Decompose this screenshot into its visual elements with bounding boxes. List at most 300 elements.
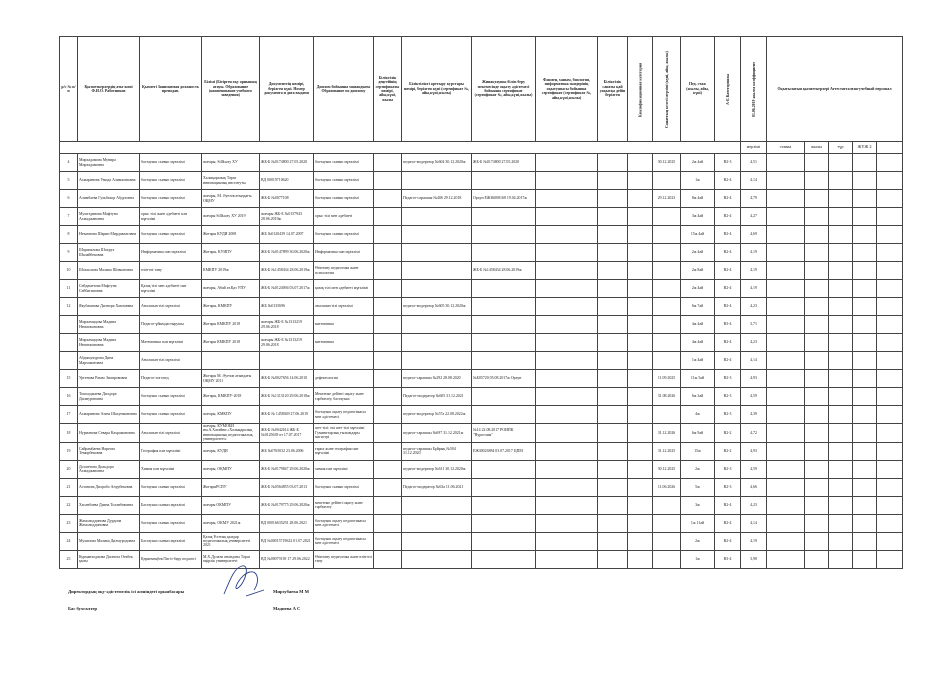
cell-cat: В2-4 [715, 262, 741, 280]
cell-empty [829, 172, 853, 190]
cell-empty [805, 280, 829, 298]
cell-empty [877, 190, 903, 208]
cell-doc: ЖБ-Б № 1458049 27.06.2019 [260, 406, 314, 424]
cell-dip: орыс тілі мен әдебиеті [314, 208, 374, 226]
cell-doc: жоғары ЖБ-Б №0157943 28.06.2019ж [260, 208, 314, 226]
cell-empty [374, 298, 402, 316]
cell-edu [202, 352, 260, 370]
cell-empty [805, 406, 829, 424]
cell-empty [536, 226, 598, 244]
cell-att: ЕЖЗ0023884 03.07.2017 ЦПМ [472, 442, 536, 460]
table-row [60, 424, 903, 443]
cell-coef: 4,51 [741, 154, 767, 172]
cell-empty [598, 316, 628, 334]
cell-empty [374, 460, 402, 478]
cell-empty [829, 244, 853, 262]
cell-empty [829, 226, 853, 244]
cell-fio: Курманходжова Дилноза Откбек қызы [78, 550, 140, 568]
cell-empty [598, 334, 628, 352]
cell-fio: Абдишукурова Дина Мархаматовна [78, 352, 140, 370]
cell-empty [767, 316, 805, 334]
cell-next [653, 298, 681, 316]
header-cert: Біліктілік деңгейінің сертификаты нөмірі, айы,күні, жылы [374, 37, 402, 142]
cell-empty [829, 316, 853, 334]
cell-pos: бастауыш сынып мұғалімі [140, 172, 202, 190]
cell-next: 31.12.2025 [653, 442, 681, 460]
cell-cat: В2-4 [715, 226, 741, 244]
cell-empty [853, 370, 877, 388]
cell-empty [598, 298, 628, 316]
cell-fio: Алимбаева Гульбахор Абдуловна [78, 190, 140, 208]
cell-pos: орыс тілі және әдебиеті пән мұғалімі [140, 208, 202, 226]
cell-next: 30.12.2025 [653, 154, 681, 172]
cell-edu: Жоғары КУДИ 2008 [202, 226, 260, 244]
cell-empty [374, 172, 402, 190]
cell-empty [374, 226, 402, 244]
cell-empty [877, 172, 903, 190]
cell-cat: В2-3 [715, 154, 741, 172]
cell-empty [829, 514, 853, 532]
cell-empty [829, 406, 853, 424]
cell-empty [853, 460, 877, 478]
cell-cat: В2-4 [715, 280, 741, 298]
cell-empty [805, 244, 829, 262]
cell-no: 11 [60, 280, 78, 298]
cell-edu: жоғары, КУДИ [202, 442, 260, 460]
cell-doc: ЖБ-Б №1458434 28.06.2019ж [260, 262, 314, 280]
cell-att: Орхун ЕЖЗ6008168 19.04.2017ж [472, 190, 536, 208]
cell-edu: Қазақ Ұлттық қыздар педагогикалық университеті 2021 [202, 532, 260, 550]
cell-empty [805, 532, 829, 550]
cell-coef: 4,23 [741, 334, 767, 352]
cell-att [472, 226, 536, 244]
cell-empty [767, 154, 805, 172]
cell-next [653, 334, 681, 352]
cell-att: №Б05720 05.08.2017ж Орхун [472, 370, 536, 388]
subheader-1: ставка [767, 142, 805, 154]
cell-empty [877, 388, 903, 406]
cell-empty [628, 370, 653, 388]
cell-dip: математика [314, 334, 374, 352]
cell-doc: ЖБ-Б №0179847 29.06.2020ж [260, 460, 314, 478]
accountant-name: Мадиева А С [273, 606, 301, 611]
cell-doc: ЖБ-Б №0077108 [260, 190, 314, 208]
cell-empty [374, 208, 402, 226]
cell-att: №14 22.08.2017 РОИПК "Нуротлим" [472, 424, 536, 443]
cell-next [653, 406, 681, 424]
cell-empty [598, 424, 628, 443]
cell-dip: ағылшын тілі мұғалімі [314, 298, 374, 316]
cell-coef: 4,66 [741, 478, 767, 496]
cell-course: педагог-модератор №605 30.12.2020ж [402, 298, 472, 316]
header-no: р/с № п/п [60, 37, 78, 142]
cell-no [60, 352, 78, 370]
cell-empty [598, 280, 628, 298]
cell-empty [536, 442, 598, 460]
cell-fio: Шарипалова Шохрух Шалайбековна [78, 244, 140, 262]
cell-course: педагог-сарапшы №697 31.12.2021ж [402, 424, 472, 443]
cell-pos: Информатика пән мұғалімі [140, 244, 202, 262]
cell-empty [829, 442, 853, 460]
cell-doc: жоғары ЖБ-Б №1313219 29.06.2018 [260, 334, 314, 352]
cell-dip: бастауыш оқыту педагогикасы мен әдістемесі [314, 532, 374, 550]
cell-att [472, 496, 536, 514]
cell-fio: Ургенова Раъно Зиапрововна [78, 370, 140, 388]
cell-cat: В3-4 [715, 316, 741, 334]
table-row [60, 280, 903, 298]
cell-coef: 4,69 [741, 226, 767, 244]
cell-pos: Ағылшын тілі мұғалімі [140, 424, 202, 443]
cell-dip: Өзінтану педагогика және психология [314, 262, 374, 280]
cell-empty [805, 424, 829, 443]
cell-empty [829, 262, 853, 280]
cell-empty [628, 532, 653, 550]
cell-empty [536, 424, 598, 443]
subheader-4: ЖҮЖ 2 [853, 142, 877, 154]
cell-empty [628, 172, 653, 190]
cell-stazh: 6ж 7ай [681, 298, 715, 316]
cell-doc: жоғары ЖБ-Б №1313219 29.06.2018 [260, 316, 314, 334]
cell-empty [853, 334, 877, 352]
cell-course [402, 352, 472, 370]
director-name: Мирзубаева М М [273, 589, 309, 594]
cell-empty [598, 352, 628, 370]
cell-att [472, 514, 536, 532]
cell-cat: В2-4 [715, 172, 741, 190]
cell-next: 31.08.2026 [653, 388, 681, 406]
header-coef: 01.06.2019 жылға коэффициент [741, 37, 767, 142]
cell-no: 24 [60, 532, 78, 550]
cell-next [653, 352, 681, 370]
cell-course: педагог-модератор №611 30.12.2020ж [402, 460, 472, 478]
cell-course [402, 550, 472, 568]
cell-coef: 4,19 [741, 280, 767, 298]
cell-cat: В2-2 [715, 442, 741, 460]
cell-empty [536, 316, 598, 334]
cell-empty [877, 496, 903, 514]
cell-att [472, 388, 536, 406]
table-row [60, 244, 903, 262]
cell-empty [628, 424, 653, 443]
cell-empty [767, 226, 805, 244]
cell-empty [877, 424, 903, 443]
cell-empty [853, 532, 877, 550]
cell-fio: Мухипова Малика Дилмуродовна [78, 532, 140, 550]
cell-doc: ЖБ №0135696 [260, 298, 314, 316]
table-row [60, 478, 903, 496]
cell-next [653, 226, 681, 244]
cell-doc: ЖБ №0765032 23.06.2006 [260, 442, 314, 460]
cell-stazh: 4ж 4ай [681, 316, 715, 334]
cell-empty [536, 172, 598, 190]
cell-edu: Жоғары, КМКПУ-2018 [202, 388, 260, 406]
cell-cat: В2-3 [715, 388, 741, 406]
cell-empty [877, 262, 903, 280]
cell-empty [853, 316, 877, 334]
cell-pos: Ағылшын тілі мұғалімі [140, 298, 202, 316]
cell-empty [598, 550, 628, 568]
cell-empty [829, 496, 853, 514]
table-row [60, 334, 903, 352]
cell-empty [853, 478, 877, 496]
cell-stazh: 4ж 4ай [681, 334, 715, 352]
cell-cat: В2-4 [715, 514, 741, 532]
cell-fio: Мирхамидова Мадина Нематжановна [78, 316, 140, 334]
cell-empty [628, 406, 653, 424]
cell-doc: ЖБ-Б №0027656 14.06.2010 [260, 370, 314, 388]
cell-pos: өзін-өзі тану [140, 262, 202, 280]
cell-empty [877, 352, 903, 370]
cell-coef: 4,19 [741, 244, 767, 262]
cell-no: 20 [60, 460, 78, 478]
cell-empty [374, 496, 402, 514]
subheader-2: жылы [805, 142, 829, 154]
cell-empty [767, 352, 805, 370]
cell-empty [829, 550, 853, 568]
cell-att [472, 244, 536, 262]
cell-pos: бастауыш сынып мұғалімі [140, 514, 202, 532]
cell-empty [767, 172, 805, 190]
cell-no: 4 [60, 154, 78, 172]
cell-empty [536, 478, 598, 496]
cell-empty [877, 154, 903, 172]
cell-course: педагог-модератор №57а 22.08.2022ж [402, 406, 472, 424]
cell-empty [877, 478, 903, 496]
cell-next [653, 550, 681, 568]
cell-empty [628, 460, 653, 478]
header-doc-num: Документтің нөмірі, берілген күні. Номер документа и дата выдачи [260, 37, 314, 142]
cell-coef: 4,59 [741, 460, 767, 478]
cell-att [472, 352, 536, 370]
cell-no: 23 [60, 514, 78, 532]
cell-edu: жоғары, М. Әуезов атындағы ОҚМУ [202, 190, 260, 208]
cell-no: 5 [60, 172, 78, 190]
cell-stazh: 1ж 4ай [681, 352, 715, 370]
cell-empty [805, 154, 829, 172]
cell-empty [536, 388, 598, 406]
cell-empty [374, 244, 402, 262]
cell-course: Педагог-модератор №63а 11.06.2021 [402, 478, 472, 496]
cell-pos: Қөркемеңбек/Тигіз-бару педагогі [140, 550, 202, 568]
cell-empty [767, 262, 805, 280]
header-position: Қызметі Занимаемая должность преподав. [140, 37, 202, 142]
cell-edu: Жоғары М. Әуезов атындағы ОҚМУ 2011 [202, 370, 260, 388]
cell-stazh: 2ж [681, 532, 715, 550]
cell-empty [853, 550, 877, 568]
cell-no: 8 [60, 226, 78, 244]
table-row [60, 496, 903, 514]
cell-empty [598, 514, 628, 532]
cell-empty [598, 478, 628, 496]
cell-empty [536, 532, 598, 550]
cell-doc: ЖБ №0120439 14.07.2007 [260, 226, 314, 244]
cell-dip: дефектология [314, 370, 374, 388]
cell-empty [853, 298, 877, 316]
cell-empty [805, 478, 829, 496]
cell-att [472, 280, 536, 298]
cell-course [402, 496, 472, 514]
cell-empty [598, 190, 628, 208]
cell-empty [374, 442, 402, 460]
cell-pos: бастауыш сынып мұғалімі [140, 406, 202, 424]
cell-pos: бастауыш сынып мұғалімі [140, 388, 202, 406]
cell-stazh: 15ж [681, 442, 715, 460]
table-row [60, 172, 903, 190]
cell-no: 9 [60, 244, 78, 262]
cell-empty [598, 370, 628, 388]
cell-empty [877, 550, 903, 568]
cell-empty [877, 442, 903, 460]
cell-empty [598, 532, 628, 550]
cell-stazh: 3ж [681, 496, 715, 514]
cell-next: 11.06.2026 [653, 478, 681, 496]
cell-edu: М.Х.Дулати атындағы Тараз өңірлік университеті [202, 550, 260, 568]
cell-empty [374, 316, 402, 334]
cell-empty [628, 442, 653, 460]
cell-empty [805, 442, 829, 460]
cell-fio: Тошходжаева Дилдора Дилмуратовна [78, 388, 140, 406]
cell-empty [829, 424, 853, 443]
cell-edu: жоғары, ОҚМПУ [202, 460, 260, 478]
cell-edu: жоғары, КУМОБИ им.А.Хатайни «Халықаралық инновациялық педагогикалық университеті» [202, 424, 260, 443]
cell-course [402, 244, 472, 262]
table-row [60, 262, 903, 280]
cell-empty [767, 442, 805, 460]
cell-doc: ЖБ-Б №0124094 03.07.2017ж [260, 280, 314, 298]
cell-dip: мектепке дейінгі оқыту және тәрбиелеу [314, 496, 374, 514]
cell-coef: 4,27 [741, 208, 767, 226]
cell-att [472, 550, 536, 568]
subheader-0: мерзімі [741, 142, 767, 154]
cell-empty [877, 460, 903, 478]
cell-stazh: 2ж 4ай [681, 244, 715, 262]
table-row [60, 532, 903, 550]
header-date-col: Біліктілік санаты қай уақытқа дейін берілген [598, 37, 628, 142]
cell-coef: 4,39 [741, 406, 767, 424]
cell-empty [536, 550, 598, 568]
cell-stazh: 2ж 8ай [681, 262, 715, 280]
cell-empty [374, 388, 402, 406]
cell-att [472, 460, 536, 478]
cell-empty [829, 370, 853, 388]
cell-empty [853, 208, 877, 226]
cell-pos: Педагог-логопед [140, 370, 202, 388]
cell-empty [805, 226, 829, 244]
cell-att [472, 172, 536, 190]
cell-empty [598, 460, 628, 478]
cell-fio: Астанова Дилрабо Анурбековна [78, 478, 140, 496]
cell-doc: ВД 00016635291 28.06.2021 [260, 514, 314, 532]
table-row [60, 388, 903, 406]
cell-empty [877, 280, 903, 298]
header-row [60, 37, 903, 142]
cell-no: 18 [60, 424, 78, 443]
cell-fio: Хасанбаева Диана Толанбековна [78, 496, 140, 514]
cell-coef: 4,14 [741, 514, 767, 532]
cell-empty [767, 298, 805, 316]
cell-dip: бастауыш сынып мұғалімі [314, 190, 374, 208]
cell-empty [853, 388, 877, 406]
cell-coef: 3,71 [741, 316, 767, 334]
cell-course: педагог-сарапшы №292 28.08.2020 [402, 370, 472, 388]
cell-stazh: 6ж 3ай [681, 388, 715, 406]
cell-empty [805, 262, 829, 280]
cell-cat: В2-3 [715, 406, 741, 424]
cell-empty [767, 496, 805, 514]
cell-coef: 4,72 [741, 424, 767, 443]
cell-empty [853, 244, 877, 262]
header-attestation: Жинақтаушы білім беру мекемесінде оқыту әдістемесі бойынша сертификат (сертификат №, айы,күні,жылы) [472, 37, 536, 142]
cell-coef: 4,14 [741, 352, 767, 370]
cell-empty [628, 154, 653, 172]
cell-empty [829, 334, 853, 352]
cell-empty [374, 262, 402, 280]
staff-sheet [59, 36, 892, 569]
cell-doc [260, 352, 314, 370]
cell-empty [877, 370, 903, 388]
cell-cat: В2-4 [715, 298, 741, 316]
table-row [60, 226, 903, 244]
cell-cat: В2-4 [715, 244, 741, 262]
cell-empty [829, 298, 853, 316]
cell-empty [829, 280, 853, 298]
header-education: Білімі (Бітірген оқу орнының атауы. Образование (наименование учебного заведения) [202, 37, 260, 142]
cell-cat: В2-3 [715, 478, 741, 496]
cell-next [653, 262, 681, 280]
table-row [60, 550, 903, 568]
cell-pos: Химия пән мұғалімі [140, 460, 202, 478]
cell-pos: География пән мұғалімі [140, 442, 202, 460]
cell-coef: 4,79 [741, 190, 767, 208]
cell-no: 12 [60, 298, 78, 316]
cell-empty [853, 352, 877, 370]
cell-edu: Жоғары КМКПУ 2018 [202, 316, 260, 334]
cell-empty [877, 226, 903, 244]
cell-att: ЖБ-Б №1458434 28.06.2019ж [472, 262, 536, 280]
cell-cat: В2-4 [715, 208, 741, 226]
cell-course: педагог-модератор №604 30.12.2020ж [402, 154, 472, 172]
cell-pos: Ағылшын тілі мұғалімі [140, 352, 202, 370]
cell-pos: Математика пән мұғалімі [140, 334, 202, 352]
table-row [60, 442, 903, 460]
cell-empty [536, 244, 598, 262]
cell-fio: Ахмаринова Азиза Шахунжановна [78, 406, 140, 424]
cell-stazh: 3ж 4ай [681, 208, 715, 226]
cell-empty [598, 496, 628, 514]
cell-empty [374, 424, 402, 443]
cell-stazh: 11ж 5ай [681, 370, 715, 388]
cell-empty [853, 226, 877, 244]
header-stazh: Пед. стаж (жылы, айы, күні) [681, 37, 715, 142]
table-row [60, 298, 903, 316]
cell-empty [829, 154, 853, 172]
cell-empty [598, 172, 628, 190]
cell-doc: ВД №00079139 17 29.06.2022 [260, 550, 314, 568]
cell-stazh: 6ж 9ай [681, 424, 715, 443]
cell-empty [536, 514, 598, 532]
cell-att: ЖБ-Б №0174800 27.05.2020 [472, 154, 536, 172]
cell-stazh: 2ж [681, 460, 715, 478]
cell-edu: Жоғары КМКПУ 2018 [202, 334, 260, 352]
cell-empty [805, 334, 829, 352]
cell-doc: ЖБ-Б №0564855 03.07.2013 [260, 478, 314, 496]
cell-empty [598, 262, 628, 280]
cell-no: 22 [60, 496, 78, 514]
cell-cat: В2-2 [715, 424, 741, 443]
cell-fio: Мирхамидова Мадина Нематжановна [78, 334, 140, 352]
cell-empty [767, 370, 805, 388]
cell-empty [829, 208, 853, 226]
